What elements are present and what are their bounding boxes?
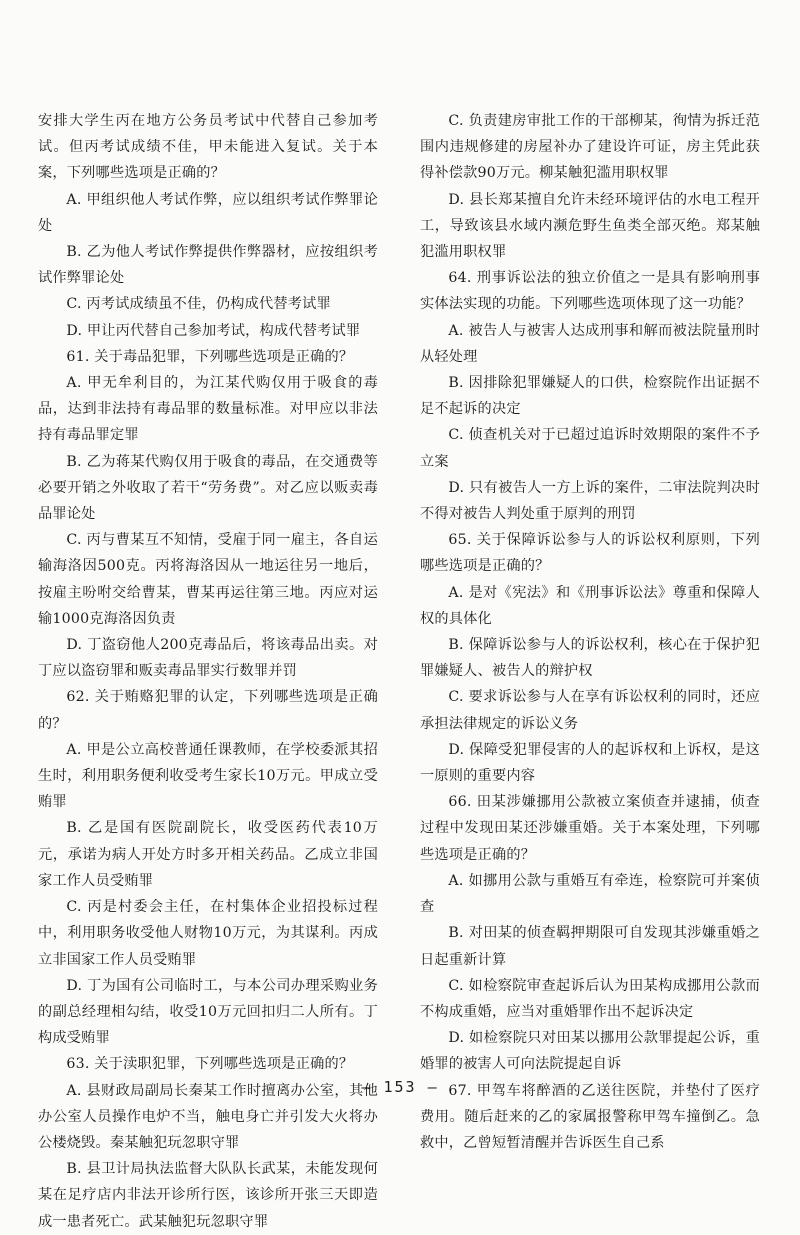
left-column xyxy=(38,108,378,1235)
left-para-14: D. 丁为国有公司临时工，与本公司办理采购业务的副总经理相勾结，收受10万元回扣归二人所有。丁构成受贿罪 xyxy=(38,977,378,1047)
left-para-4: D. 甲让丙代替自己参加考试，构成代替考试罪 xyxy=(66,322,361,339)
right-para-1: D. 县长郑某擅自允许未经环境评估的水电工程开工，导致该县水域内濒危野生鱼类全部灭绝。郑某触犯滥用职权罪 xyxy=(420,191,760,261)
right-para-14: B. 对田某的侦查羁押期限可自发现其涉嫌重婚之日起重新计算 xyxy=(420,925,760,968)
right-para-17: 67. 甲驾车将醉酒的乙送往医院，并垫付了医疗费用。随后赶来的乙的家属报警称甲驾车撞倒乙。急救中，乙曾短暂清醒并告诉医生自己系 xyxy=(420,1082,760,1151)
left-para-13: C. 丙是村委会主任，在村集体企业招投标过程中，利用职务收受他人财物10万元，为其谋利。丙成立非国家工作人员受贿罪 xyxy=(38,899,378,968)
left-para-3: C. 丙考试成绩虽不佳，仍构成代替考试罪 xyxy=(66,296,331,313)
right-column xyxy=(420,108,760,1156)
left-para-15: 63. 关于渎职犯罪，下列哪些选项是正确的？ xyxy=(66,1056,354,1073)
right-para-6: D. 只有被告人一方上诉的案件，二审法院判决时不得对被告人判处重于原判的刑罚 xyxy=(420,479,760,523)
right-para-16: D. 如检察院只对田某以挪用公款罪提起公诉，重婚罪的被害人可向法院提起自诉 xyxy=(420,1030,760,1073)
left-para-7: B. 乙为蒋某代购仅用于吸食的毒品，在交通费等必要开销之外收取了若干“劳务费”。对乙应以贩卖毒品罪论处 xyxy=(38,453,378,523)
right-para-12: 66. 田某涉嫌挪用公款被立案侦查并逮捕，侦查过程中发现田某还涉嫌重婚。关于本案处理，下列哪些选项是正确的？ xyxy=(420,794,760,863)
right-para-10: C. 要求诉讼参与人在享有诉讼权利的同时，还应承担法律规定的诉讼义务 xyxy=(420,689,760,732)
right-para-15: C. 如检察院审查起诉后认为田某构成挪用公款而不构成重婚，应当对重婚罪作出不起诉决定 xyxy=(420,977,760,1020)
left-para-0: 安排大学生丙在地方公务员考试中代替自己参加考试。但丙考试成绩不佳，甲未能进入复试。关于本案，下列哪些选项是正确的？ xyxy=(38,113,378,182)
left-para-16: A. 县财政局副局长秦某工作时擅离办公室，其他办公室人员操作电炉不当，触电身亡并引发大火将办公楼烧毁。秦某触犯玩忽职守罪 xyxy=(38,1082,378,1151)
right-para-8: A. 是对《宪法》和《刑事诉讼法》尊重和保障人权的具体化 xyxy=(420,584,760,627)
left-para-6: A. 甲无牟利目的，为江某代购仅用于吸食的毒品，达到非法持有毒品罪的数量标准。对甲应以非法持有毒品罪定罪 xyxy=(38,375,378,444)
left-para-8: C. 丙与曹某互不知情，受雇于同一雇主，各自运输海洛因500克。丙将海洛因从一地运往另一地后，按雇主吩咐交给曹某，曹某再运往第三地。丙应对运输1000克海洛因负责 xyxy=(38,532,378,627)
left-para-2: B. 乙为他人考试作弊提供作弊器材，应按组织考试作弊罪论处 xyxy=(38,244,378,287)
right-para-7: 65. 关于保障诉讼参与人的诉讼权利原则，下列哪些选项是正确的？ xyxy=(420,532,760,575)
left-para-1: A. 甲组织他人考试作弊，应以组织考试作弊罪论处 xyxy=(38,191,378,234)
right-para-2: 64. 刑事诉讼法的独立价值之一是具有影响刑事实体法实现的功能。下列哪些选项体现了这一功能？ xyxy=(420,270,760,313)
left-para-10: 62. 关于贿赂犯罪的认定，下列哪些选项是正确的？ xyxy=(38,689,378,732)
right-para-13: A. 如挪用公款与重婚互有牵连，检察院可并案侦查 xyxy=(420,872,760,916)
right-para-4: B. 因排除犯罪嫌疑人的口供，检察院作出证据不足不起诉的决定 xyxy=(420,375,760,418)
page-number: — 153 — xyxy=(361,1078,439,1096)
left-para-17: B. 县卫计局执法监督大队队长武某，未能发现何某在足疗店内非法开诊所行医，该诊所开张三天即造成一患者死亡。武某触犯玩忽职守罪 xyxy=(38,1161,378,1230)
right-para-0: C. 负责建房审批工作的干部柳某，徇情为拆迁范围内违规修建的房屋补办了建设许可证，房主凭此获得补偿款90万元。柳某触犯滥用职权罪 xyxy=(420,113,760,182)
left-para-11: A. 甲是公立高校普通任课教师，在学校委派其招生时，利用职务便利收受考生家长10万元。甲成立受贿罪 xyxy=(38,741,378,811)
right-para-9: B. 保障诉讼参与人的诉讼权利，核心在于保护犯罪嫌疑人、被告人的辩护权 xyxy=(420,637,760,680)
left-para-5: 61. 关于毒品犯罪，下列哪些选项是正确的？ xyxy=(66,348,354,365)
right-para-5: C. 侦查机关对于已超过追诉时效期限的案件不予立案 xyxy=(420,427,760,470)
left-para-9: D. 丁盗窃他人200克毒品后，将该毒品出卖。对丁应以盗窃罪和贩卖毒品罪实行数罪并罚 xyxy=(38,637,378,680)
left-para-12: B. 乙是国有医院副院长，收受医药代表10万元，承诺为病人开处方时多开相关药品。乙成立非国家工作人员受贿罪 xyxy=(38,820,378,889)
right-para-11: D. 保障受犯罪侵害的人的起诉权和上诉权，是这一原则的重要内容 xyxy=(420,741,760,785)
right-para-3: A. 被告人与被害人达成刑事和解而被法院量刑时从轻处理 xyxy=(420,322,760,365)
